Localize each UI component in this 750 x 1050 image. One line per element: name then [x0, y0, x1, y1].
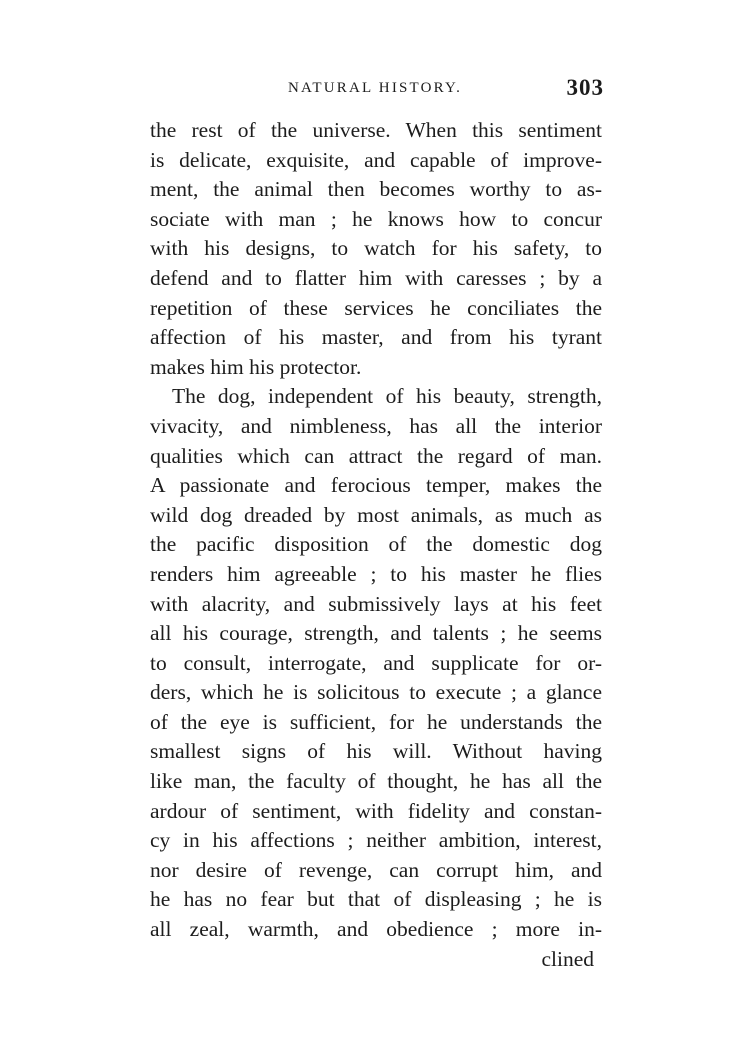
running-title: NATURAL HISTORY. [288, 80, 463, 96]
text-line: sociate with man ; he knows how to concur [150, 206, 602, 231]
text-line: he has no fear but that of displeasing ; he is [150, 887, 602, 912]
text-line: vivacity, and nimbleness, has all the interior [150, 413, 602, 438]
text-line: repetition of these services he conciliates the [150, 295, 602, 320]
text-line: smallest signs of his will. Without having [150, 739, 602, 764]
text-line: with alacrity, and submissively lays at his feet [150, 591, 602, 616]
text-line: is delicate, exquisite, and capable of improve- [150, 147, 602, 172]
text-line: cy in his affections ; neither ambition, interest, [150, 828, 602, 853]
catchword: clined [541, 946, 594, 971]
text-line: wild dog dreaded by most animals, as much as [150, 502, 602, 527]
running-head [150, 75, 604, 108]
text-line: defend and to flatter him with caresses ; by a [150, 265, 602, 290]
text-line: ders, which he is solicitous to execute ; a glance [150, 680, 602, 705]
text-line: to consult, interrogate, and supplicate for or- [150, 650, 602, 675]
text-line: ment, the animal then becomes worthy to as- [150, 177, 602, 202]
text-line: affection of his master, and from his tyrant [150, 325, 602, 350]
text-line: of the eye is sufficient, for he understands the [150, 709, 602, 734]
text-line: the rest of the universe. When this sentiment [150, 118, 602, 142]
text-line: with his designs, to watch for his safety, to [150, 236, 602, 261]
text-line: all his courage, strength, and talents ; he seems [150, 621, 602, 646]
text-line: nor desire of revenge, can corrupt him, and [150, 857, 602, 882]
body-text [150, 116, 602, 974]
text-line: A passionate and ferocious temper, makes the [150, 473, 602, 498]
text-line: ardour of sentiment, with fidelity and constan- [150, 798, 602, 823]
page-number: 303 [566, 75, 604, 100]
text-line: makes him his protector. [150, 354, 362, 379]
text-line: all zeal, warmth, and obedience ; more in- [150, 917, 602, 942]
text-line: renders him agreeable ; to his master he flies [150, 561, 602, 586]
text-line: the pacific disposition of the domestic dog [150, 532, 602, 557]
text-line: qualities which can attract the regard of man. [150, 443, 602, 468]
paragraph-start-line: The dog, independent of his beauty, strength, [172, 384, 602, 409]
text-line: like man, the faculty of thought, he has all the [150, 769, 602, 794]
